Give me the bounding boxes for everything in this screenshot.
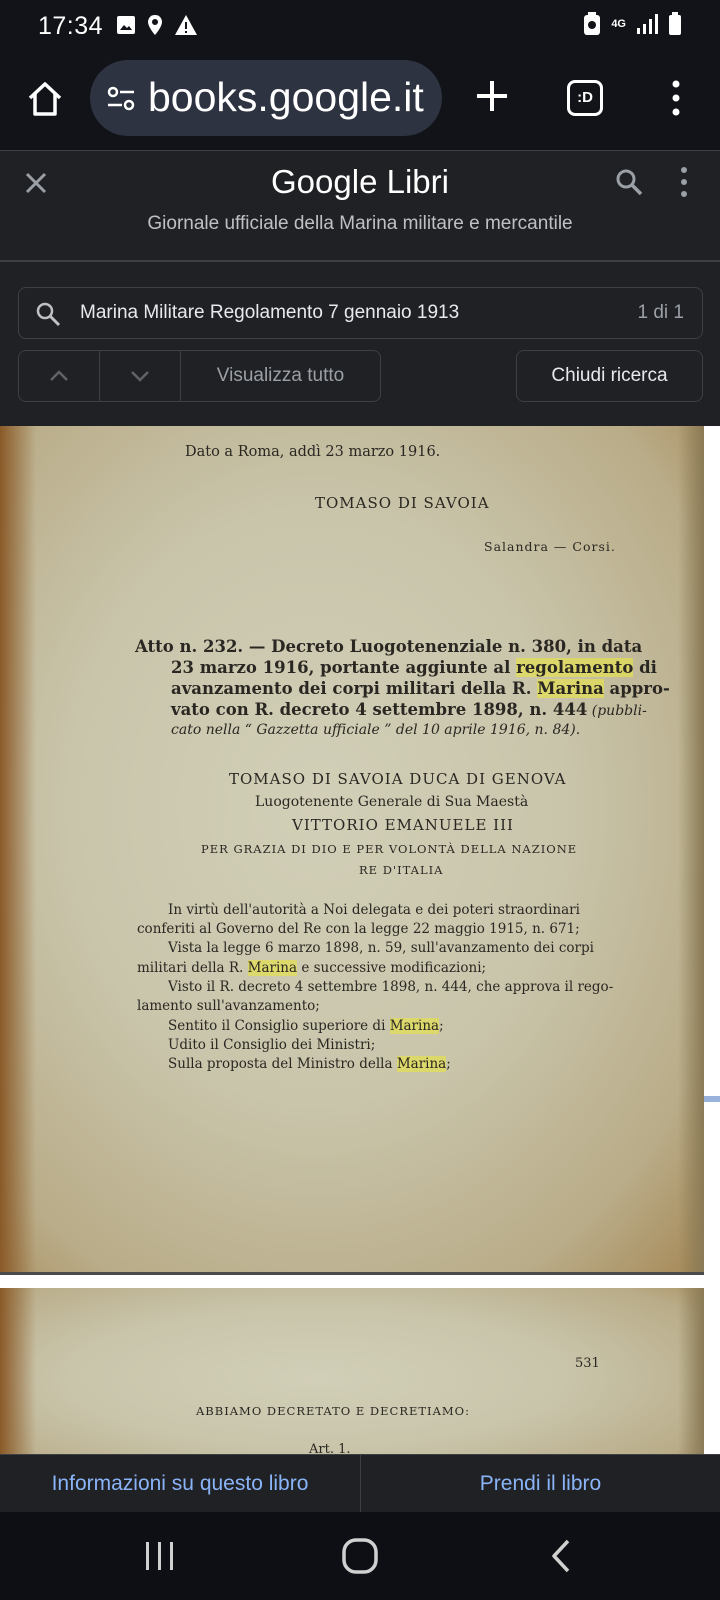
result-navigation <box>18 350 381 402</box>
search-icon[interactable] <box>614 167 644 197</box>
recent-apps-icon[interactable] <box>140 1536 180 1576</box>
back-icon[interactable] <box>542 1536 582 1576</box>
more-menu-icon[interactable] <box>666 78 686 118</box>
address-bar[interactable] <box>90 60 442 136</box>
article-heading: Art. 1. <box>309 1442 351 1454</box>
bottom-action-bar <box>0 1454 720 1512</box>
act-line <box>171 700 647 719</box>
signer-name: TOMASO DI SAVOIA <box>315 494 490 512</box>
chevron-down-icon <box>130 370 150 382</box>
search-icon <box>35 301 61 327</box>
heading: RE D'ITALIA <box>359 863 444 877</box>
location-icon <box>146 14 164 36</box>
heading: Luogotenente Generale di Sua Maestà <box>255 794 529 810</box>
text: vato con R. decreto 4 settembre 1898, n. 444 <box>171 700 588 719</box>
network-type: 4G <box>611 18 626 30</box>
url-text: books.google.it <box>148 74 424 120</box>
search-highlight: Marina <box>396 1056 447 1072</box>
body-line: Udito il Consiglio dei Ministri; <box>168 1037 376 1053</box>
previous-result-button[interactable] <box>19 351 100 401</box>
heading: PER GRAZIA DI DIO E PER VOLONTÀ DELLA NAZIONE <box>201 842 578 856</box>
search-highlight: Marina <box>247 960 298 976</box>
search-highlight: Marina <box>389 1018 440 1034</box>
body-line <box>168 1018 444 1034</box>
home-icon[interactable] <box>26 80 64 118</box>
book-page[interactable] <box>0 1288 704 1454</box>
act-line <box>171 679 670 698</box>
system-navigation-bar <box>0 1512 720 1600</box>
text: avanzamento dei corpi militari della R. <box>171 679 538 698</box>
page-title: Google Libri <box>271 163 449 200</box>
warning-icon <box>174 14 198 36</box>
body-line: conferiti al Governo del Re con la legge 22 maggio 1915, n. 671; <box>137 921 580 937</box>
body-line <box>168 1056 451 1072</box>
body-line: Vista la legge 6 marzo 1898, n. 59, sull'avanzamento dei corpi <box>168 940 594 956</box>
text: (pubbli- <box>587 703 647 719</box>
page-shadow <box>0 1288 36 1454</box>
viewer-margin <box>704 426 720 1454</box>
search-highlight: Marina <box>537 679 604 698</box>
cosigners: Salandra — Corsi. <box>484 539 616 554</box>
overflow-menu-icon[interactable] <box>676 165 692 199</box>
tab-switcher-button[interactable]: :D <box>567 80 603 116</box>
text: militari della R. <box>137 960 248 976</box>
status-bar <box>0 0 720 52</box>
act-line: Atto n. 232. — Decreto Luogotenenziale n. 380, in data <box>135 637 643 656</box>
book-title: Giornale ufficiale della Marina militare e mercantile <box>147 213 573 234</box>
chevron-up-icon <box>49 370 69 382</box>
books-header <box>0 150 720 262</box>
page-shadow <box>678 426 704 1272</box>
browser-toolbar <box>0 52 720 150</box>
search-query: Marina Militare Regolamento 7 gennaio 1913 <box>80 302 460 323</box>
site-settings-icon[interactable] <box>106 84 136 114</box>
act-line <box>171 658 657 677</box>
new-tab-icon[interactable] <box>474 78 510 114</box>
text: ; <box>446 1056 451 1072</box>
text: 23 marzo 1916, portante aggiunte al <box>171 658 517 677</box>
scroll-indicator[interactable] <box>704 1096 720 1102</box>
search-input[interactable] <box>18 287 703 339</box>
search-panel <box>0 262 720 426</box>
view-all-button[interactable]: Visualizza tutto <box>216 365 345 386</box>
text: ; <box>439 1018 444 1034</box>
body-line: In virtù dell'autorità a Noi delegata e dei poteri straordinari <box>168 902 580 918</box>
decree-line: ABBIAMO DECRETATO E DECRETIAMO: <box>196 1404 470 1418</box>
next-result-button[interactable] <box>100 351 181 401</box>
page-shadow <box>0 426 36 1272</box>
text: appro- <box>603 679 670 698</box>
page-number: 531 <box>575 1356 600 1371</box>
book-viewer[interactable] <box>0 426 720 1454</box>
act-line: cato nella “ Gazzetta ufficiale ” del 10 aprile 1916, n. 84). <box>171 722 581 738</box>
data-saver-icon <box>583 12 601 36</box>
book-page[interactable] <box>0 426 704 1272</box>
signal-icon <box>636 13 658 35</box>
get-book-button[interactable]: Prendi il libro <box>479 1472 602 1495</box>
home-nav-icon[interactable] <box>340 1536 380 1576</box>
heading: TOMASO DI SAVOIA DUCA DI GENOVA <box>229 770 567 788</box>
page-shadow <box>678 1288 704 1454</box>
status-time: 17:34 <box>38 12 104 40</box>
battery-icon <box>668 12 682 36</box>
search-highlight: regolamento <box>516 658 634 677</box>
status-right <box>583 12 682 36</box>
book-info-button[interactable]: Informazioni su questo libro <box>0 1455 361 1513</box>
body-line: lamento sull'avanzamento; <box>137 998 320 1014</box>
body-line: Visto il R. decreto 4 settembre 1898, n. 444, che approva il rego- <box>168 979 614 995</box>
text: Sulla proposta del Ministro della <box>168 1056 397 1072</box>
dated-line: Dato a Roma, addì 23 marzo 1916. <box>185 444 441 460</box>
text: e successive modificazioni; <box>297 960 487 976</box>
text: Sentito il Consiglio superiore di <box>168 1018 390 1034</box>
result-count: 1 di 1 <box>637 302 684 323</box>
page-separator <box>0 1272 704 1288</box>
text: di <box>633 658 657 677</box>
heading: VITTORIO EMANUELE III <box>292 816 514 834</box>
body-line <box>137 960 486 976</box>
gallery-icon <box>115 14 137 36</box>
close-search-button[interactable]: Chiudi ricerca <box>516 350 703 402</box>
